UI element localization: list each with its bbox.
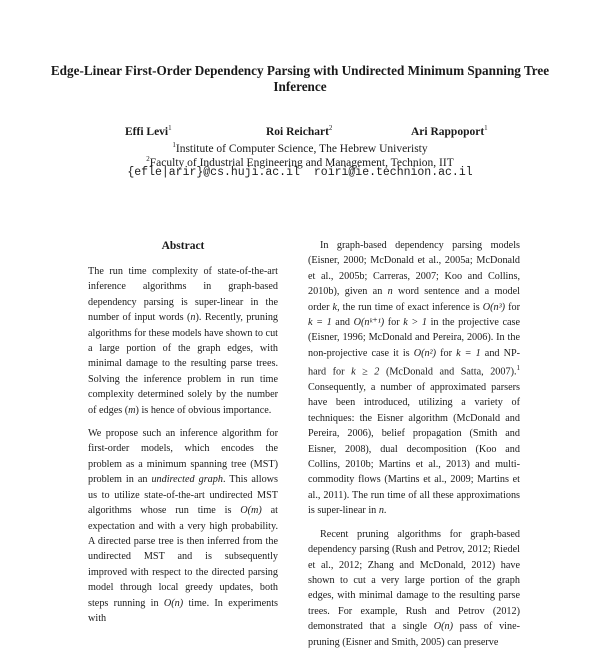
- email-1: {efle|arir}@cs.huji.ac.il: [127, 166, 300, 179]
- author-1: [125, 124, 172, 138]
- abstract-paragraph-2: We propose such an inference algorithm for first-order models, which encodes the problem as a minimum spanning tree (MST) problem in an undirected graph. This allows us to utilize state-of-the-art undirected MST algorithms whose run time is O(m) at expectation and with a very high probability. A directed parse tree is then inferred from the undirected MST and is subsequently improved with respect to the directed parsing model through local greedy updates, both steps running in O(n) time. In experiments with: [88, 428, 278, 624]
- author-2-name: Roi Reichart: [266, 125, 329, 138]
- affiliation-2-sup: 2: [146, 155, 150, 163]
- paper-title: Edge-Linear First-Order Dependency Parsing with Undirected Minimum Spanning Tree Inference: [50, 63, 550, 94]
- author-3-sup: 1: [484, 124, 488, 132]
- email-2: roiri@ie.technion.ac.il: [313, 166, 473, 179]
- affiliation-2-text: Faculty of Industrial Engineering and Management, Technion, IIT: [149, 156, 454, 169]
- author-1-name: Effi Levi: [125, 125, 169, 138]
- body-paragraph-2: Recent pruning algorithms for graph-based dependency parsing (Rush and Petrov, 2012; Riedel et al., 2012; Zhang and McDonald, 2012) have shown to cut a very large portion of the graph edges, with minimal damage to the resulting parse trees. For example, Rush and Petrov (2012) demonstrated that a single O(n) pass of vine-pruning (Eisner and Smith, 2005) can preserve: [308, 528, 521, 648]
- email-line: [60, 166, 540, 179]
- author-1-sup: 1: [168, 124, 172, 132]
- footnote-marker[interactable]: 1: [516, 364, 521, 373]
- author-3: [411, 124, 488, 138]
- body-column: [308, 238, 520, 658]
- body-paragraph-1: In graph-based dependency parsing models (Eisner, 2000; McDonald et al., 2005a; McDonald et al., 2005b; Carreras, 2007; Koo and Collins, 2010b), given an n word sentence and a model order k, the run time of exact inference is O(n³) for k = 1 and O(nᵏ⁺¹) for k > 1 in the projective case (Eisner, 1996; McDonald and Pereira, 2006). In the non-projective case it is O(n²) for k = 1 and NP-hard for k ≥ 2 (McDonald and Satta, 2007).$^1$ Consequently, a number of approximated parsers have been introduced, utilizing a variety of techniques: the Eisner algorithm (McDonald and Pereira, 2006), belief propagation (Smith and Eisner, 2008), dual decomposition (Koo and Collins, 2010b; Martins et al., 2013) and multi-commodity flows (Martins et al., 2009; Martins et al., 2011). The run time of all these approximations is super-linear in n.: [308, 240, 521, 517]
- affiliation-1-sup: 1: [172, 141, 176, 149]
- author-2-sup: 2: [328, 124, 333, 132]
- abstract-paragraph-1: The run time complexity of state-of-the-art inference algorithms in graph-based dependency parsing is super-linear in the number of input words (n). Recently, pruning algorithms for these models have shown to cut a large portion of the graph edges, with minimal damage to the resulting parse trees. Solving the inference problem in run time complexity determined solely by the number of edges (m) is hence of obvious importance.: [88, 266, 279, 416]
- author-2: [266, 124, 332, 138]
- abstract-heading: Abstract: [161, 240, 205, 252]
- abstract-column: [88, 264, 278, 634]
- author-3-name: Ari Rappoport: [411, 125, 485, 138]
- affiliation-1-text: Institute of Computer Science, The Hebrew Univeristy: [175, 142, 428, 155]
